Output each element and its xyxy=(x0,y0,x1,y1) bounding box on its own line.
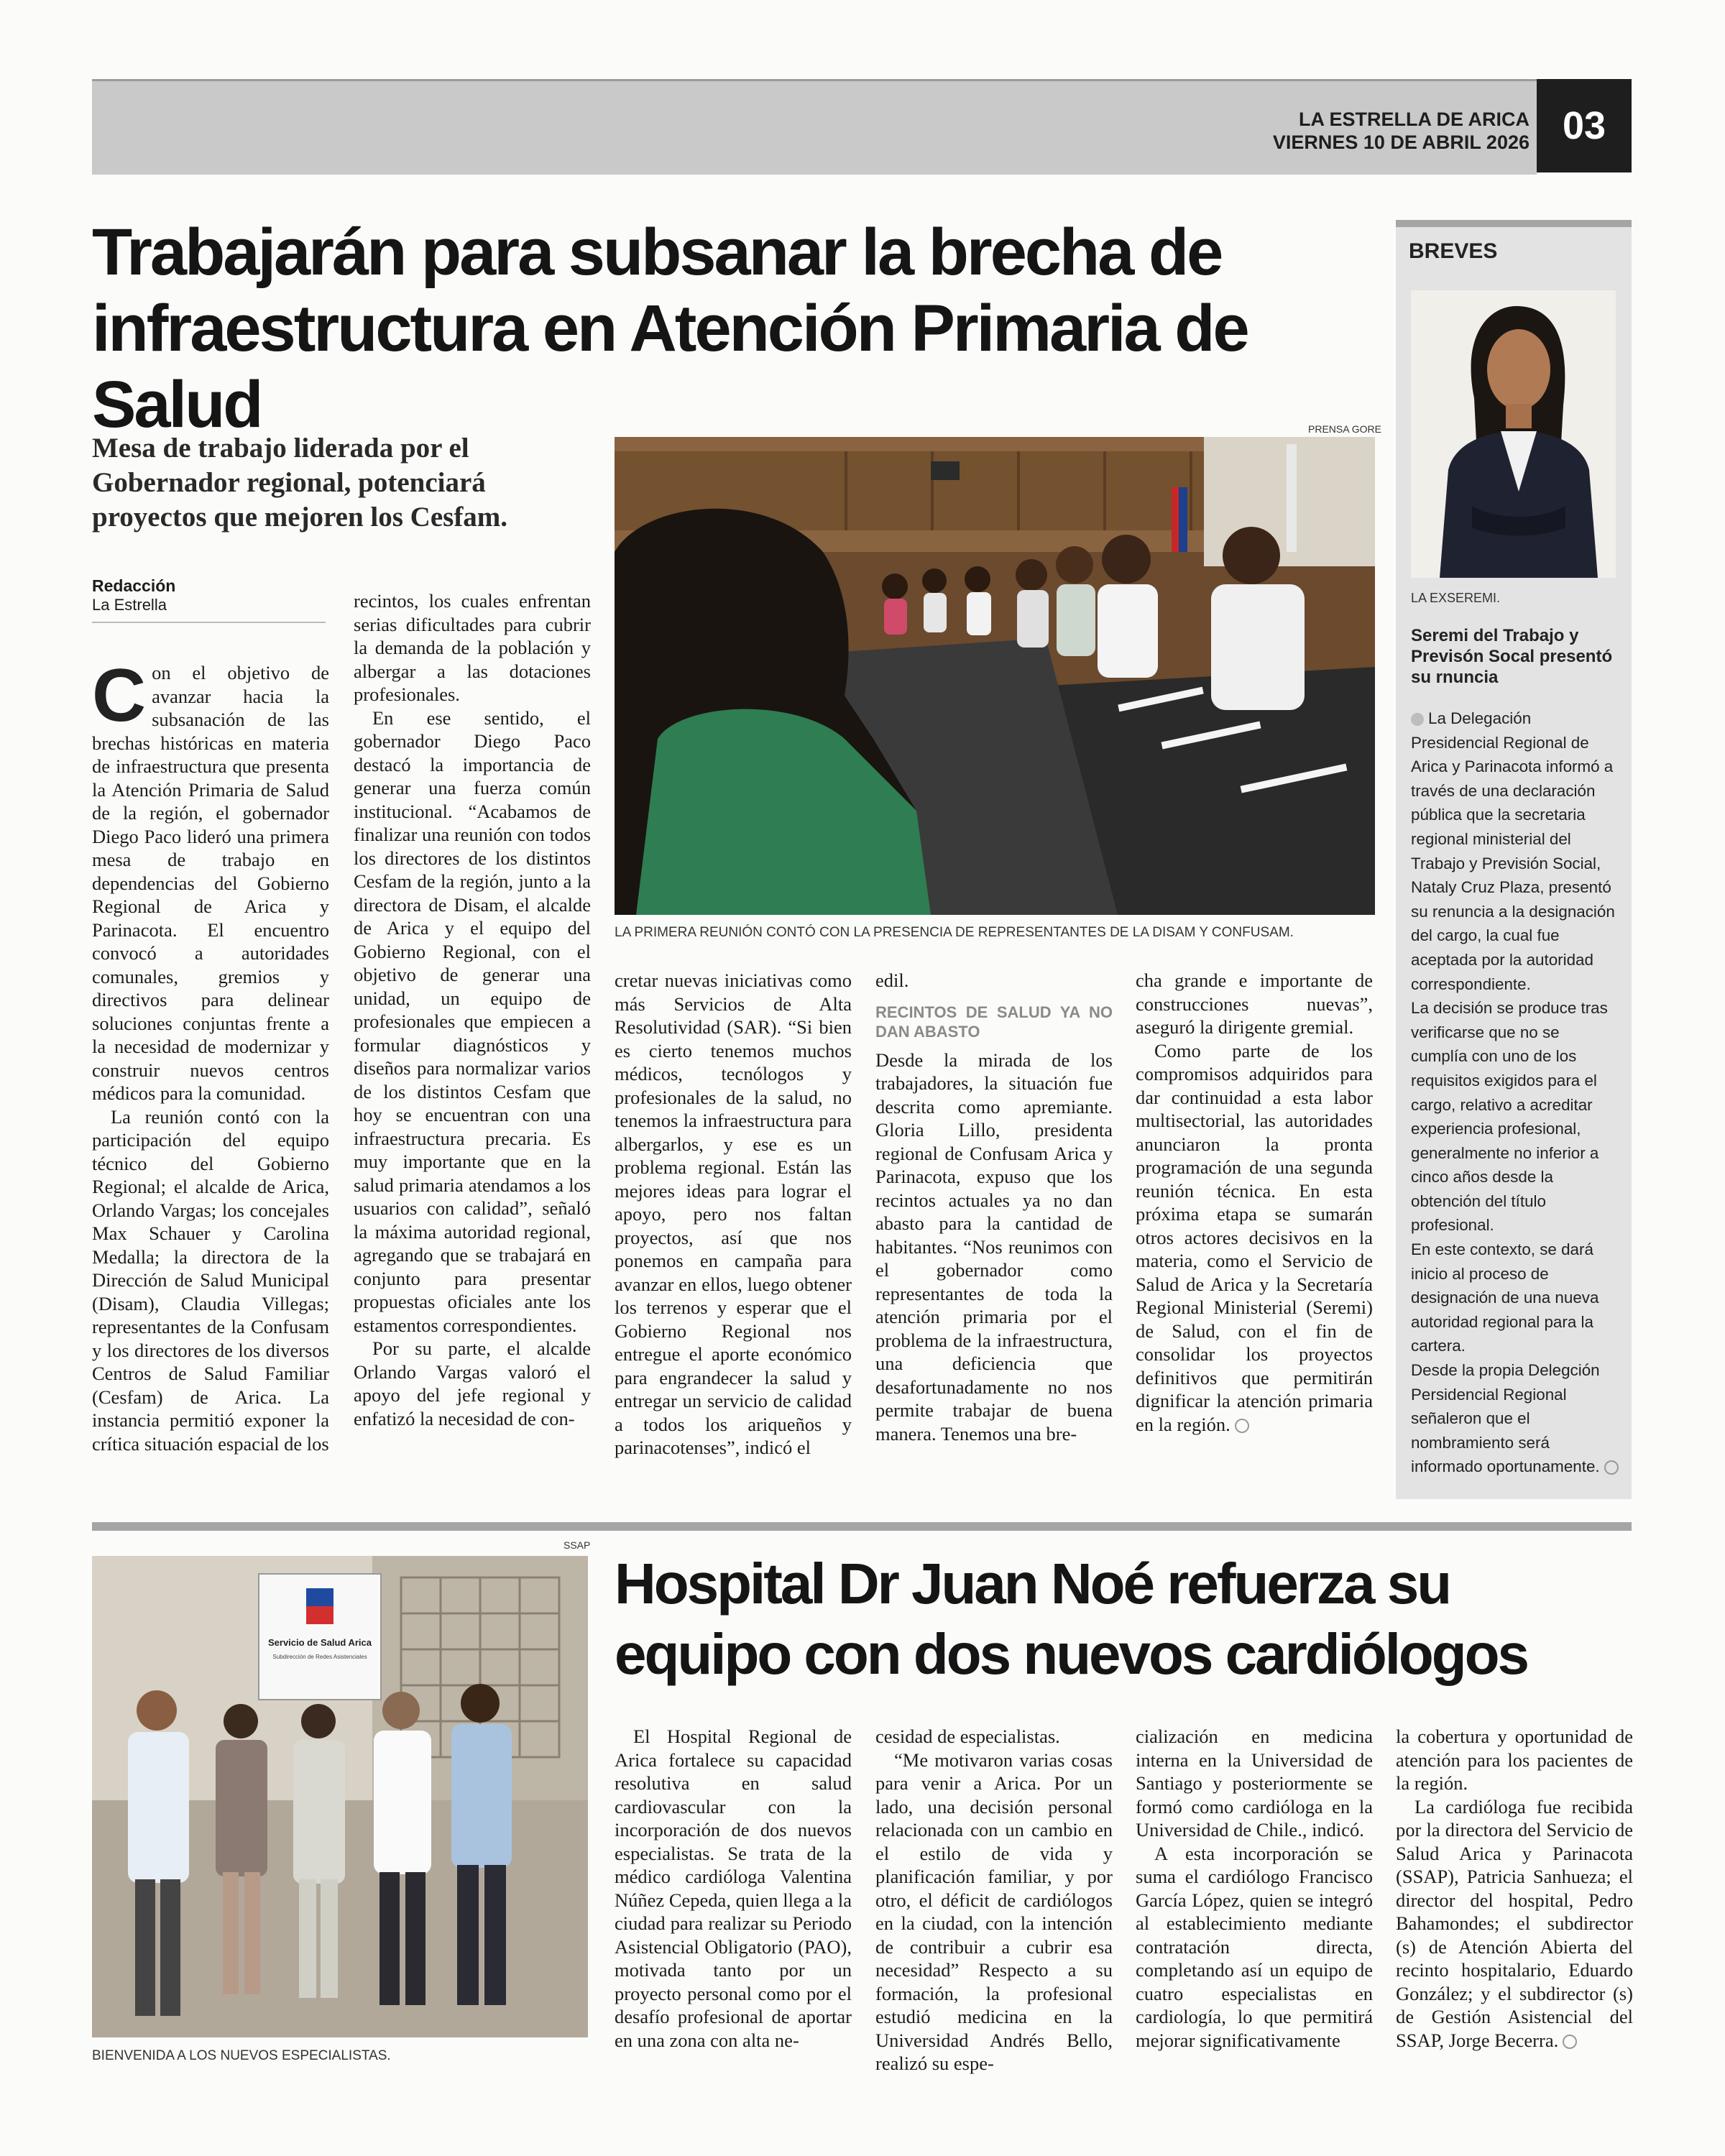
breves-p1: La Delegación Presidencial Regional de Arica y Parinacota informó a través de una declaración pública que la secretaria regional ministerial del Trabajo y Previsión Social, Nataly Cruz Plaza, presentó su renuncia a la designación del cargo, la cual fue aceptada por la autoridad correspondiente. xyxy=(1411,709,1615,993)
end-of-article-icon xyxy=(1563,2035,1577,2049)
article1-column-5 xyxy=(1136,969,1373,1436)
article1-col5-p1: cha grande e importante de construcciones nuevas”, aseguró la dirigente gremial. xyxy=(1136,969,1373,1038)
photo1-credit: PRENSA GORE xyxy=(1308,423,1381,435)
article1-column-4 xyxy=(875,969,1113,1445)
breves-body xyxy=(1411,706,1619,1479)
photo2-caption: BIENVENIDA A LOS NUEVOS ESPECIALISTAS. xyxy=(92,2048,391,2063)
article2-col4-p2: La cardióloga fue recibida por la directora del Servicio de Salud Arica y Parinacota (SSAP), Patricia Sanhueza; el director del hospital, Pedro Bahamondes; el subdirector (s) de Atención Abierta del recinto hospitalario, Eduardo González; y el subdirector (s) de Gestión Asistencial del SSAP, Jorge Becerra. xyxy=(1396,1795,1633,2051)
article1-paragraph xyxy=(92,654,329,1105)
article2-column-3 xyxy=(1136,1725,1373,2052)
breves-paragraph xyxy=(1411,706,1619,996)
sign-title: Servicio de Salud Arica xyxy=(267,1637,372,1648)
breves-p4: Desde la propia Delegción Persidencial Regional señaleron que el nombramiento será informado oportunamente. xyxy=(1411,1361,1600,1476)
article1-col3-p1: cretar nuevas iniciativas como más Servicios de Alta Resolutividad (SAR). “Si bien es cierto tenemos muchos médicos, tecnólogos y profesionales de la salud, no tenemos la infraestructura para albergarlos, y ese es un problema regional. Están las mejores ideas para lograr el apoyo, pero nos faltan proyectos, así que nos ponemos en campaña para avanzar en ellos, luego obtener los terrenos y esperar que el Gobierno Regional nos entregue el aporte económico para engrandecer la salud y entregar un servicio de calidad a todos los ariqueños y parinacotenses”, indicó el xyxy=(615,969,852,1458)
article1-col5-paragraph xyxy=(1136,1039,1373,1437)
byline-name: Redacción xyxy=(92,576,176,595)
article1-subhead: Mesa de trabajo liderada por el Gobernador regional, potenciará proyectos que mejoren los Cesfam. xyxy=(92,433,508,533)
article2-col2-p1: cesidad de especialistas. xyxy=(875,1726,1060,1747)
article2-column-1 xyxy=(615,1725,852,2052)
article1-column-2 xyxy=(354,589,591,1430)
article2-col4-paragraph xyxy=(1396,1795,1633,2053)
article1-headline-line2: infraestructura en Atención Primaria de Salud xyxy=(92,292,1248,441)
sign-subtitle: Subdirección de Redes Asistenciales xyxy=(272,1654,367,1660)
article2-col2-p2: “Me motivaron varias cosas para venir a Arica. Por un lado, una decisión personal relacionada con un cambio en el estilo de vida y planificación familiar, y por otro, el déficit de cardiólogos en la ciudad, con la intención de contribuir a cubrir esa necesidad” Respecto a su formación, la profesional estudió medicina en la Universidad Andrés Bello, realizó su espe- xyxy=(875,1749,1113,2074)
end-of-article-icon xyxy=(1604,1460,1619,1475)
photo2-credit: SSAP xyxy=(564,1539,591,1551)
meeting-photo xyxy=(615,437,1375,915)
article1-subtitle: RECINTOS DE SALUD YA NO DAN ABASTO xyxy=(875,1003,1113,1041)
article1-col2-p3: Por su parte, el alcalde Orlando Vargas valoró el apoyo del jefe regional y enfatizó la necesidad de con- xyxy=(354,1337,591,1429)
article1-col2-p1: recintos, los cuales enfrentan serias dificultades para cubrir la demanda de la población y albergar a las dotaciones profesionales. xyxy=(354,590,591,705)
photo1-caption: LA PRIMERA REUNIÓN CONTÓ CON LA PRESENCIA DE REPRESENTANTES DE LA DISAM Y CONFUSAM. xyxy=(615,925,1294,940)
breves-p2: La decisión se produce tras verificarse que no se cumplía con uno de los requisitos exigidos para el cargo, relativo a acreditar experiencia profesional, generalmente no inferior a cinco años desde la obtención del título profesional. xyxy=(1411,999,1608,1235)
byline-source: La Estrella xyxy=(92,596,167,614)
dropcap: C xyxy=(92,654,147,737)
article2-headline-line2: equipo con dos nuevos cardiólogos xyxy=(615,1622,1528,1686)
issue-date: VIERNES 10 DE ABRIL 2026 xyxy=(1272,132,1530,153)
paper-name: LA ESTRELLA DE ARICA xyxy=(1299,109,1530,130)
hospital-staff-photo xyxy=(92,1556,588,2037)
article2-column-2 xyxy=(875,1725,1113,2076)
article1-col4-p2: Desde la mirada de los trabajadores, la situación fue descrita como apremiante. Gloria Lillo, presidenta regional de Confusam Arica y Parinacota, expuso que los recintos actuales ya no dan abasto para la cantidad de habitantes. “Nos reunimos con el gobernador como representantes de toda la atención primaria por el problema de la infraestructura, una deficiencia que desafortunadamente no nos permite trabajar de buena manera. Tenemos una bre- xyxy=(875,1049,1113,1445)
article2-col3-p1: cialización en medicina interna en la Universidad de Santiago y posteriormente se formó como cardióloga en la Universidad de Chile., indicó. xyxy=(1136,1726,1373,1841)
breves-title: BREVES xyxy=(1409,239,1498,263)
page-number: 03 xyxy=(1537,79,1632,172)
article1-column-3 xyxy=(615,969,852,1460)
breves-p3: En este contexto, se dará inicio al proceso de designación de una nueva autoridad regional para la cartera. xyxy=(1411,1240,1599,1355)
section-divider xyxy=(92,1522,1632,1531)
breves-paragraph-last xyxy=(1411,1358,1619,1479)
article1-col2-p2: En ese sentido, el gobernador Diego Paco destacó la importancia de generar una fuerza común institucional. “Acabamos de finalizar una reunión con todos los directores de los distintos Cesfam de la región, junto a la directora de Disam, el alcalde de Arica y el equipo del Gobierno Regional, con el objetivo de generar una unidad, un equipo de profesionales que empiecen a formular diagnósticos y diseños para normalizar varios de los distintos Cesfam que hoy se encuentran con una infraestructura precaria. Es muy importante que en la salud primaria atendamos a los usuarios con calidad”, señaló la máxima autoridad regional, agregando que se trabajará en conjunto para presentar propuestas oficiales ante los estamentos correspondientes. xyxy=(354,706,591,1336)
article2-col4-p1: la cobertura y oportunidad de atención para los pacientes de la región. xyxy=(1396,1726,1633,1794)
portrait-credit: LA EXSEREMI. xyxy=(1411,591,1501,605)
byline xyxy=(92,576,326,623)
article2-col3-p2: A esta incorporación se suma el cardiólogo Francisco García López, quien se integró al establecimiento mediante contratación directa, completando así un equipo de cuatro especialistas en cardiología, lo que permitirá mejorar significativamente xyxy=(1136,1842,1373,2051)
article2-headline-line1: Hospital Dr Juan Noé refuerza su xyxy=(615,1552,1450,1616)
bullet-dot-icon xyxy=(1411,713,1424,726)
portrait-photo xyxy=(1411,290,1616,578)
end-of-article-icon xyxy=(1235,1419,1249,1433)
article1-column-1 xyxy=(92,654,329,1455)
article1-col1-p1: on el objetivo de avanzar hacia la subsanación de las brechas históricas en materia de infraestructura que presenta la Atención Primaria de Salud de la región, el gobernador Diego Paco lideró una primera mesa de trabajo en dependencias del Gobierno Regional de Arica y Parinacota. El encuentro convocó a autoridades comunales, gremios y directivos para delinear soluciones conjuntas frente a la necesidad de modernizar y construir nuevos centros médicos para la comunidad. xyxy=(92,662,329,1104)
article2-col1-p1: El Hospital Regional de Arica fortalece su capacidad resolutiva en salud cardiovascular con la incorporación de dos nuevos especialistas. Se trata de la médico cardióloga Valentina Núñez Cepeda, quien llega a la ciudad para realizar su Periodo Asistencial Obligatorio (PAO), motivada tanto por un proyecto personal como por el desafío profesional de aportar en una zona con alta ne- xyxy=(615,1726,852,2051)
article1-headline xyxy=(92,214,1386,443)
article1-headline-line1: Trabajarán para subsanar la brecha de xyxy=(92,216,1222,289)
article1-col1-p2: La reunión contó con la participación del equipo técnico del Gobierno Regional; el alcalde de Arica, Orlando Vargas; los concejales Max Schauer y Carolina Medalla; la directora de la Dirección de Salud Municipal (Disam), Claudia Villegas; representantes de la Confusam y los directores de los diversos Centros de Salud Familiar (Cesfam) de Arica. La instancia permitió exponer la crítica situación espacial de los xyxy=(92,1105,329,1455)
paper-info xyxy=(1273,108,1530,154)
article2-column-4 xyxy=(1396,1725,1633,2052)
article1-col4-p1: edil. xyxy=(875,969,909,991)
article1-col5-p2: Como parte de los compromisos adquiridos para dar continuidad a esta labor multisectorial, las autoridades anunciaron la pronta programación de una segunda reunión técnica. En esta próxima etapa se sumarán otros actores decisivos en la materia, como el Servicio de Salud de Arica y la Secretaría Regional Ministerial (Seremi) de Salud, con el fin de consolidar los proyectos definitivos que permitirán dignificar la atención primaria en la región. xyxy=(1136,1039,1373,1435)
breves-headline: Seremi del Trabajo y Previsón Socal presentó su rnuncia xyxy=(1411,626,1613,687)
article2-headline xyxy=(615,1549,1635,1690)
